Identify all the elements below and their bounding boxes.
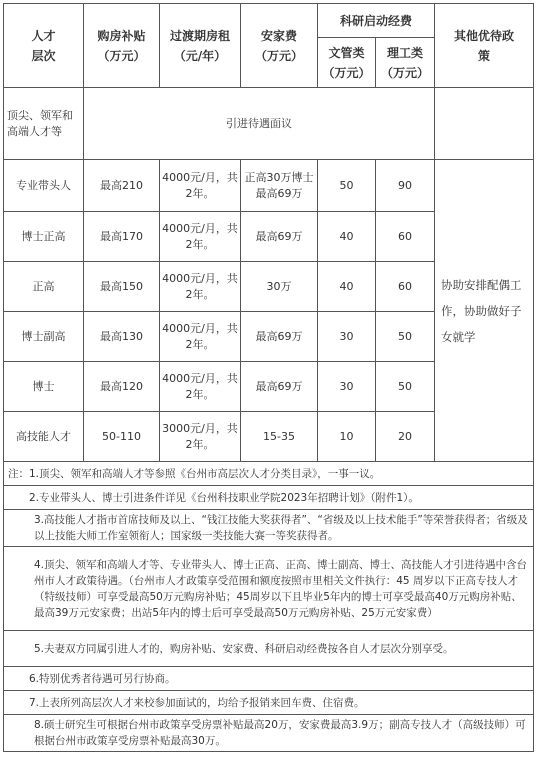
row-arts: 30 — [318, 312, 376, 362]
row-science: 50 — [376, 312, 435, 362]
note-1: 注：1.顶尖、领军和高端人才等参照《台州市高层次人才分类目录》，一事一议。 — [4, 462, 534, 486]
other-policy: 协助安排配偶工作，协助做好子女就学 — [435, 160, 534, 462]
row-rent: 4000元/月，共2年。 — [160, 262, 241, 312]
note-8: 8.硕士研究生可根据台州市政策享受房票补贴最高20万，安家费最高3.9万；副高专技人才（高级技师）可根据台州市政策享受房票补贴最高30万。 — [4, 715, 534, 752]
row-rent: 4000元/月，共2年。 — [160, 212, 241, 262]
header-other: 其他优待政 策 — [435, 4, 534, 88]
row-arts: 40 — [318, 262, 376, 312]
other-policy-top — [435, 88, 534, 160]
header-research: 科研启动经费 — [318, 4, 435, 38]
note-6: 6.特别优秀者待遇可另行协商。 — [4, 667, 534, 691]
row-housing: 最高150 — [84, 262, 160, 312]
row-settle: 30万 — [241, 262, 318, 312]
row-level: 正高 — [4, 262, 84, 312]
row-content-top: 引进待遇面议 — [84, 88, 435, 160]
row-housing: 最高170 — [84, 212, 160, 262]
row-science: 60 — [376, 212, 435, 262]
row-settle: 正高30万博士最高69万 — [241, 160, 318, 212]
row-settle: 15-35 — [241, 412, 318, 462]
header-arts: 文管类 （万元） — [318, 38, 376, 88]
row-housing: 最高130 — [84, 312, 160, 362]
row-housing: 最高210 — [84, 160, 160, 212]
row-settle: 最高69万 — [241, 362, 318, 412]
header-level: 人才 层次 — [4, 4, 84, 88]
note-4: 4.顶尖、领军和高端人才等、专业带头人、博士正高、正高、博士副高、博士、高技能人才引进待遇中含台州市人才政策待遇。（台州市人才政策享受范围和额度按照市里相关文件执行：45 周岁以下正高专技人才（特级技师）可享受最高50万元购房补贴；45周岁以下且毕业5年内的博士可享受最高40万元购房补贴、最高39万元安家费；出站5年内的博士后可享受最高50万元购房补贴、25万元安家费） — [4, 547, 534, 631]
policy-table — [3, 3, 534, 752]
note-7: 7.上表所列高层次人才来校参加面试的，均给予报销来回车费、住宿费。 — [4, 691, 534, 715]
row-level: 博士副高 — [4, 312, 84, 362]
row-science: 90 — [376, 160, 435, 212]
row-arts: 40 — [318, 212, 376, 262]
row-level: 专业带头人 — [4, 160, 84, 212]
header-science: 理工类 （万元） — [376, 38, 435, 88]
header-housing: 购房补贴 （万元） — [84, 4, 160, 88]
row-rent: 4000元/月，共2年。 — [160, 312, 241, 362]
row-science: 60 — [376, 262, 435, 312]
row-settle: 最高69万 — [241, 312, 318, 362]
row-level: 博士正高 — [4, 212, 84, 262]
row-housing: 50-110 — [84, 412, 160, 462]
note-3: 3.高技能人才指市首席技师及以上、“钱江技能大奖获得者”、“省级及以上技术能手”等荣誉获得者；省级及以上技能大师工作室领衔人；国家级一类技能大赛一等奖获得者。 — [4, 510, 534, 547]
note-2: 2.专业带头人、博士引进条件详见《台州科技职业学院2023年招聘计划》（附件1）。 — [4, 486, 534, 510]
row-arts: 10 — [318, 412, 376, 462]
row-arts: 50 — [318, 160, 376, 212]
row-science: 20 — [376, 412, 435, 462]
header-settle: 安家费 （万元） — [241, 4, 318, 88]
row-level: 高技能人才 — [4, 412, 84, 462]
note-5: 5.夫妻双方同属引进人才的，购房补贴、安家费、科研启动经费按各自人才层次分别享受。 — [4, 631, 534, 667]
header-rent: 过渡期房租 （元/年） — [160, 4, 241, 88]
table-row — [4, 160, 534, 212]
row-rent: 3000元/月，共2年。 — [160, 412, 241, 462]
row-arts: 30 — [318, 362, 376, 412]
row-rent: 4000元/月，共2年。 — [160, 362, 241, 412]
row-level-top: 顶尖、领军和高端人才等 — [4, 88, 84, 160]
row-settle: 最高69万 — [241, 212, 318, 262]
row-level: 博士 — [4, 362, 84, 412]
row-rent: 4000元/月，共2年。 — [160, 160, 241, 212]
row-science: 50 — [376, 362, 435, 412]
row-housing: 最高120 — [84, 362, 160, 412]
